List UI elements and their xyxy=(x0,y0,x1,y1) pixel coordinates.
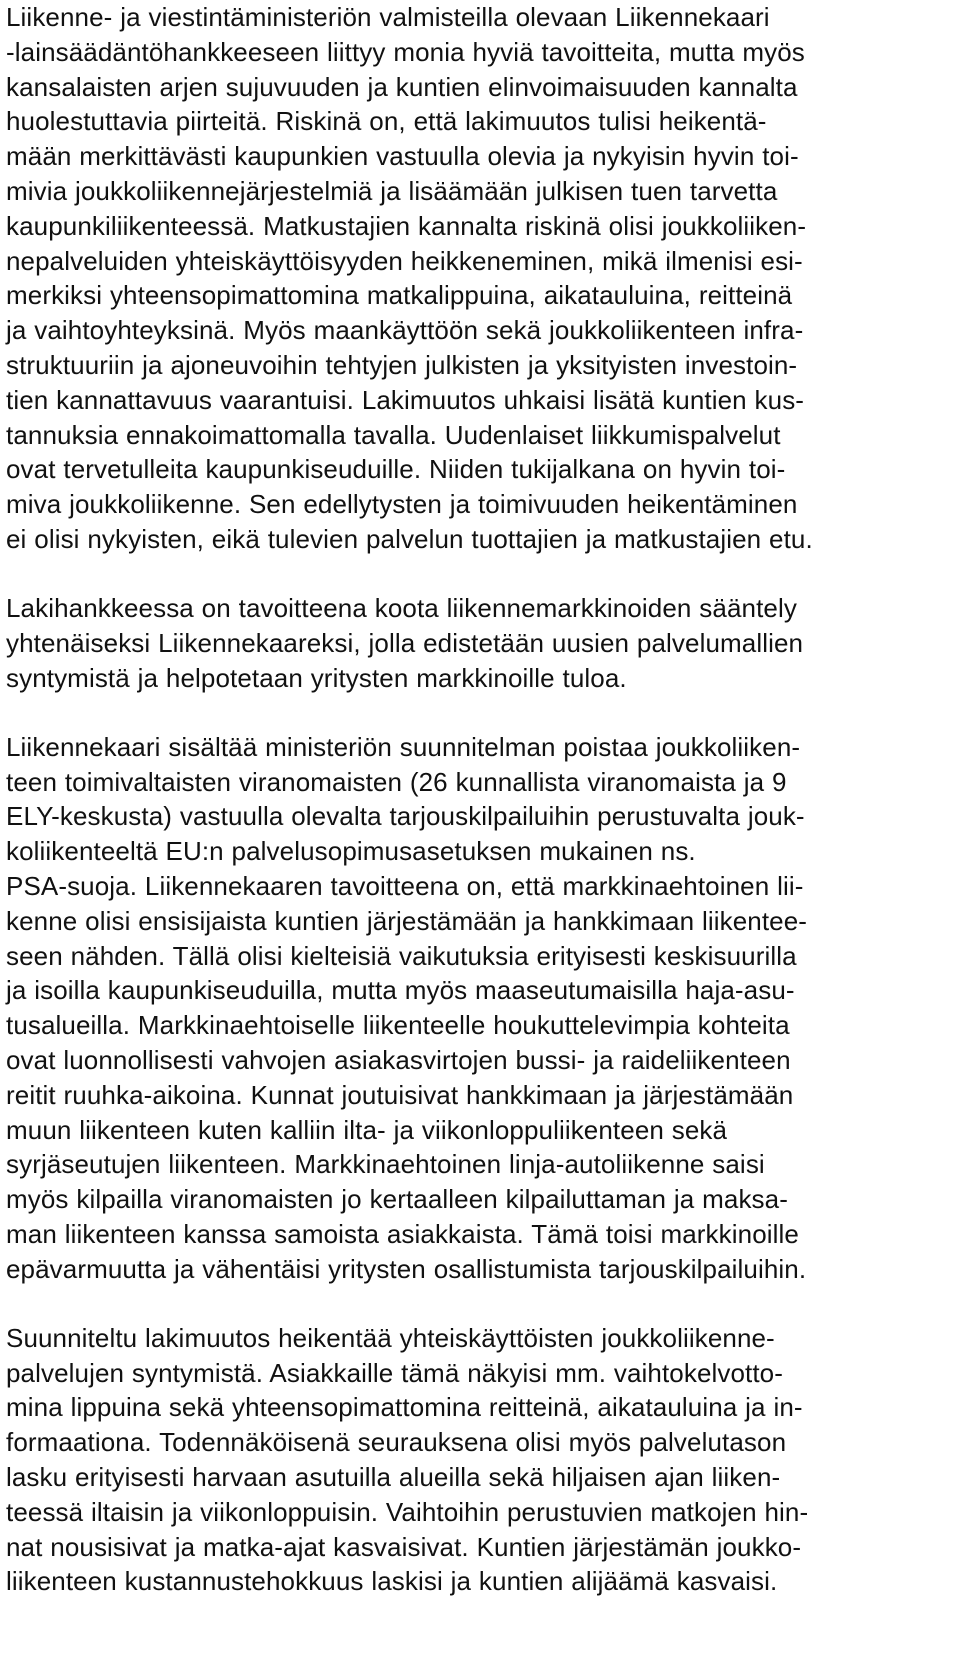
text-line: yhtenäiseksi Liikennekaareksi, jolla edistetään uusien palvelumallien xyxy=(6,627,804,658)
text-line: tannuksia ennakoimattomalla tavalla. Uudenlaiset liikkumispalvelut xyxy=(6,419,781,450)
paragraph-spacer xyxy=(6,1286,954,1320)
text-line: merkiksi yhteensopimattomina matkalippuina, aikatauluina, reitteinä xyxy=(6,280,793,311)
text-line: Liikennekaari sisältää ministeriön suunnitelman poistaa joukkoliiken- xyxy=(6,731,801,762)
text-line: myös kilpailla viranomaisten jo kertaalleen kilpailuttaman ja maksa- xyxy=(6,1184,788,1215)
text-line: mään merkittävästi kaupunkien vastuulla olevia ja nykyisin hyvin toi- xyxy=(6,141,799,172)
text-line: man liikenteen kanssa samoista asiakkaista. Tämä toisi markkinoille xyxy=(6,1218,799,1249)
text-line: teen toimivaltaisten viranomaisten (26 kunnallista viranomaista ja 9 xyxy=(6,766,787,797)
text-line: PSA-suoja. Liikennekaaren tavoitteena on, että markkinaehtoinen lii- xyxy=(6,870,804,901)
text-line: nat nousisivat ja matka-ajat kasvaisivat. Kuntien järjestämän joukko- xyxy=(6,1531,802,1562)
text-line: ovat tervetulleita kaupunkiseuduille. Niiden tukijalkana on hyvin toi- xyxy=(6,454,786,485)
text-line: ja isoilla kaupunkiseuduilla, mutta myös maaseutumaisilla haja-asu- xyxy=(6,975,795,1006)
text-line: tien kannattavuus vaarantuisi. Lakimuutos uhkaisi lisätä kuntien kus- xyxy=(6,384,805,415)
text-line: kansalaisten arjen sujuvuuden ja kuntien elinvoimaisuuden kannalta xyxy=(6,71,798,102)
text-line: teessä iltaisin ja viikonloppuisin. Vaihtoihin perustuvien matkojen hin- xyxy=(6,1496,809,1527)
text-line: seen nähden. Tällä olisi kielteisiä vaikutuksia erityisesti keskisuurilla xyxy=(6,940,797,971)
document-page xyxy=(6,0,954,1599)
text-line: ovat luonnollisesti vahvojen asiakasvirtojen bussi- ja raideliikenteen xyxy=(6,1044,791,1075)
text-line: reitit ruuhka-aikoina. Kunnat joutuisivat hankkimaan ja järjestämään xyxy=(6,1079,794,1110)
paragraph-3 xyxy=(6,730,954,1287)
text-line: ELY-keskusta) vastuulla olevalta tarjouskilpailuihin perustuvalta jouk- xyxy=(6,801,805,832)
text-line: ja vaihtoyhteyksinä. Myös maankäyttöön sekä joukkoliikenteen infra- xyxy=(6,315,804,346)
text-line: koliikenteeltä EU:n palvelusopimusasetuksen mukainen ns. xyxy=(6,836,696,867)
paragraph-1 xyxy=(6,0,954,557)
text-line: formaationa. Todennäköisenä seurauksena olisi myös palvelutason xyxy=(6,1427,787,1458)
text-line: Lakihankkeessa on tavoitteena koota liikennemarkkinoiden sääntely xyxy=(6,593,797,624)
text-line: epävarmuutta ja vähentäisi yritysten osallistumista tarjouskilpailuihin. xyxy=(6,1253,807,1284)
text-line: Suunniteltu lakimuutos heikentää yhteiskäyttöisten joukkoliikenne- xyxy=(6,1322,775,1353)
text-line: miva joukkoliikenne. Sen edellytysten ja toimivuuden heikentäminen xyxy=(6,489,798,520)
text-line: tusalueilla. Markkinaehtoiselle liikenteelle houkuttelevimpia kohteita xyxy=(6,1010,790,1041)
text-line: palvelujen syntymistä. Asiakkaille tämä näkyisi mm. vaihtokelvotto- xyxy=(6,1357,784,1388)
paragraph-4 xyxy=(6,1321,954,1599)
text-line: Liikenne- ja viestintäministeriön valmisteilla olevaan Liikennekaari xyxy=(6,2,770,32)
text-line: kaupunkiliikenteessä. Matkustajien kannalta riskinä olisi joukkoliiken- xyxy=(6,210,807,241)
paragraph-2 xyxy=(6,591,954,695)
text-line: mina lippuina sekä yhteensopimattomina reitteinä, aikatauluina ja in- xyxy=(6,1392,803,1423)
text-line: liikenteen kustannustehokkuus laskisi ja kuntien alijäämä kasvaisi. xyxy=(6,1566,778,1597)
text-line: lasku erityisesti harvaan asutuilla alueilla sekä hiljaisen ajan liiken- xyxy=(6,1461,781,1492)
text-line: nepalveluiden yhteiskäyttöisyyden heikkeneminen, mikä ilmenisi esi- xyxy=(6,245,803,276)
text-line: muun liikenteen kuten kalliin ilta- ja viikonloppuliikenteen sekä xyxy=(6,1114,728,1145)
paragraph-spacer xyxy=(6,557,954,591)
text-line: mivia joukkoliikennejärjestelmiä ja lisäämään julkisen tuen tarvetta xyxy=(6,175,778,206)
paragraph-spacer xyxy=(6,695,954,729)
text-line: -lainsäädäntöhankkeeseen liittyy monia hyviä tavoitteita, mutta myös xyxy=(6,36,805,67)
text-line: huolestuttavia piirteitä. Riskinä on, että lakimuutos tulisi heikentä- xyxy=(6,106,767,137)
text-line: kenne olisi ensisijaista kuntien järjestämään ja hankkimaan liikentee- xyxy=(6,905,808,936)
text-line: syntymistä ja helpotetaan yritysten markkinoille tuloa. xyxy=(6,662,627,693)
text-line: ei olisi nykyisten, eikä tulevien palvelun tuottajien ja matkustajien etu. xyxy=(6,523,813,554)
text-line: syrjäseutujen liikenteen. Markkinaehtoinen linja-autoliikenne saisi xyxy=(6,1149,765,1180)
text-line: struktuuriin ja ajoneuvoihin tehtyjen julkisten ja yksityisten investoin- xyxy=(6,349,798,380)
